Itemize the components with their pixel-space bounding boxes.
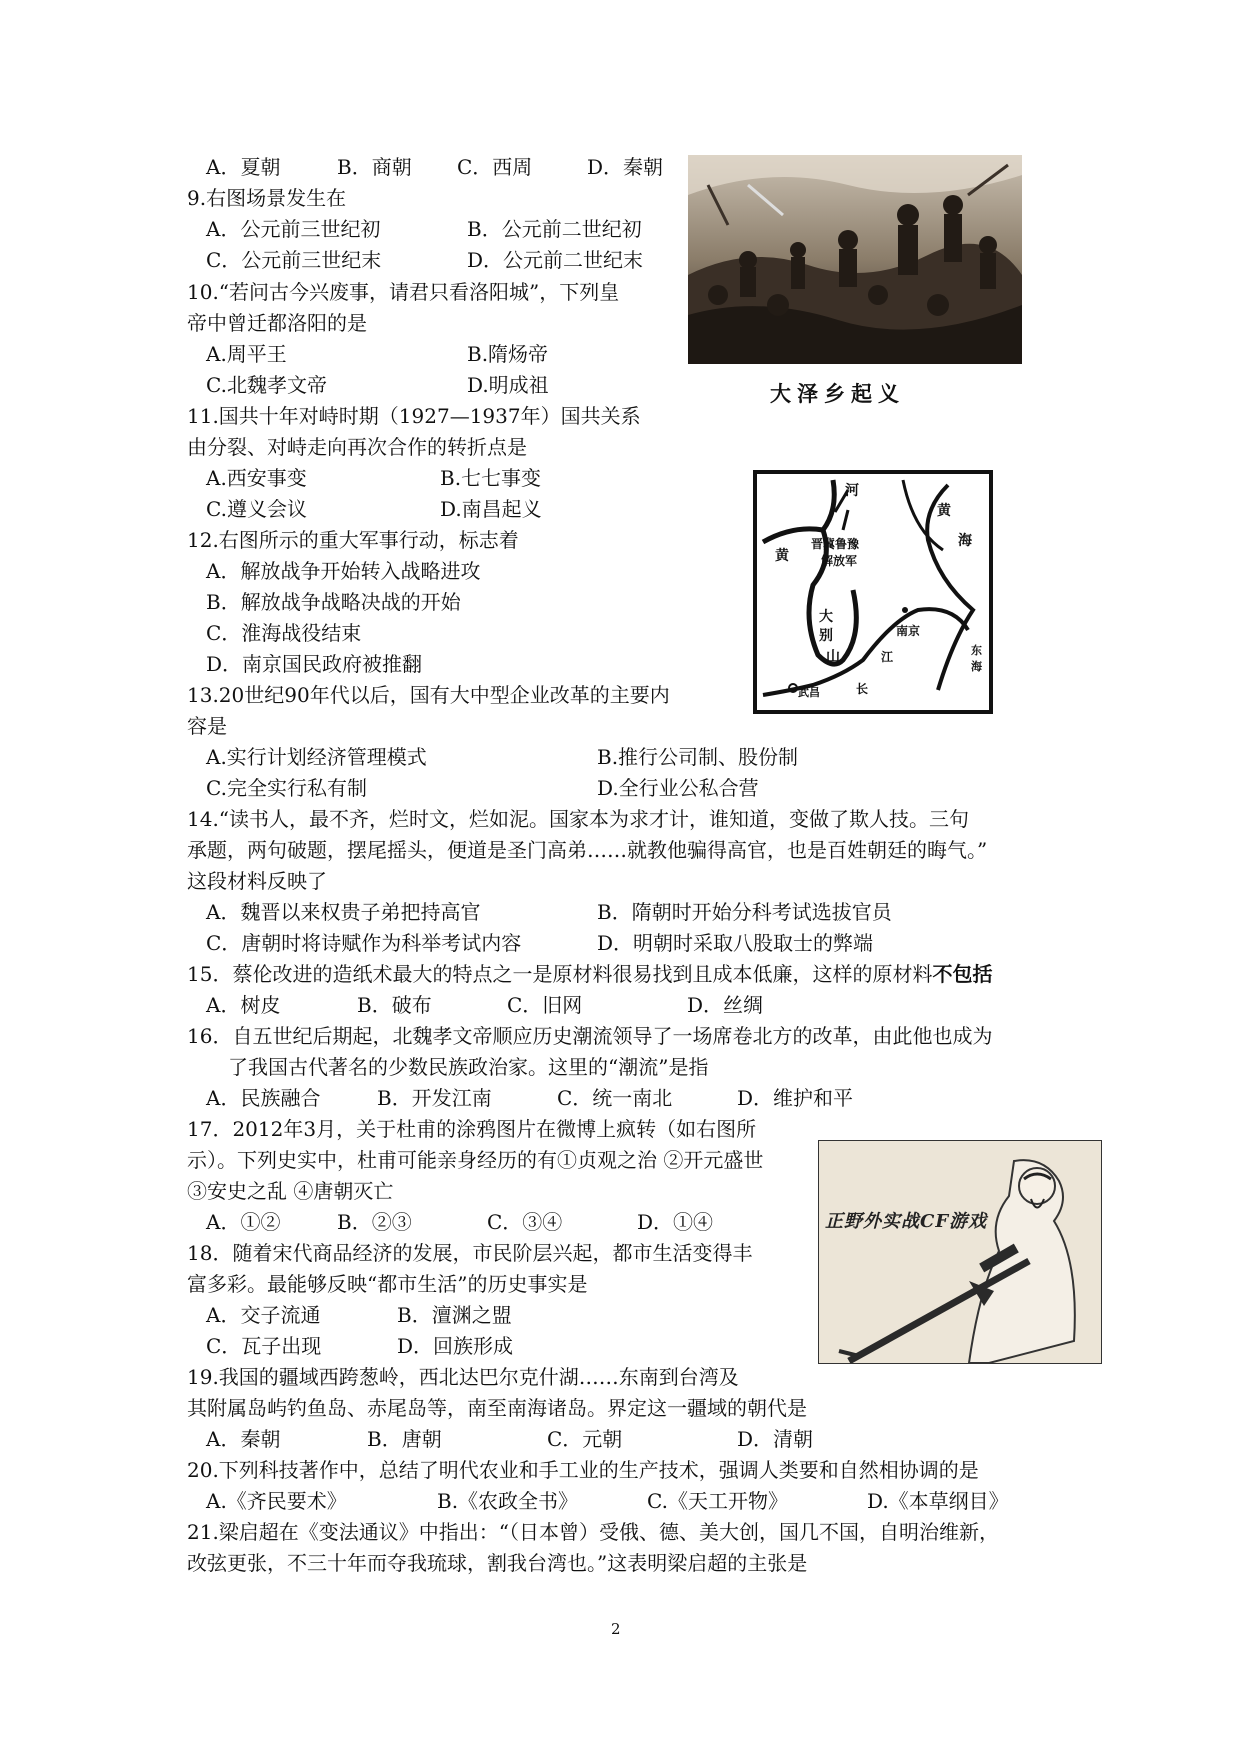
q9-option-b: B．公元前二世纪初 xyxy=(467,217,642,241)
dufu-graffiti xyxy=(818,1140,1102,1364)
q14-stem-line1: 14.“读书人，最不齐，烂时文，烂如泥。国家本为求才计，谁知道，变做了欺人技。三句 xyxy=(187,807,970,831)
q17-option-c: C．③④ xyxy=(487,1210,563,1234)
q10-option-c: C.北魏孝文帝 xyxy=(206,373,327,397)
q21-stem-line2: 改弦更张，不三十年而夺我琉球，割我台湾也。”这表明梁启超的主张是 xyxy=(187,1551,808,1575)
q14-option-c: C．唐朝时将诗赋作为科举考试内容 xyxy=(206,931,522,955)
map-label-wuchang: 武昌 xyxy=(798,686,820,699)
uprising-painting xyxy=(688,155,1022,364)
map-label-dabie-2: 别 xyxy=(819,628,833,644)
q11-option-c: C.遵义会议 xyxy=(206,497,307,521)
q16-stem-line2: 了我国古代著名的少数民族政治家。这里的“潮流”是指 xyxy=(228,1055,709,1079)
q13-option-a: A.实行计划经济管理模式 xyxy=(206,745,427,769)
map-label-nanjing: 南京 xyxy=(896,624,921,638)
q8-option-b: B．商朝 xyxy=(337,155,412,179)
q13-option-c: C.完全实行私有制 xyxy=(206,776,367,800)
q14-stem-line2: 承题，两句破题，摆尾摇头，便道是圣门高弟……就教他骗得高官，也是百姓朝廷的晦气。” xyxy=(187,838,988,862)
q19-stem-line2: 其附属岛屿钓鱼岛、赤尾岛等，南至南海诸岛。界定这一疆域的朝代是 xyxy=(187,1396,807,1420)
q19-option-a: A．秦朝 xyxy=(206,1427,281,1451)
q20-option-c: C.《天工开物》 xyxy=(647,1489,788,1513)
q20-option-b: B.《农政全书》 xyxy=(437,1489,579,1513)
q18-option-a: A．交子流通 xyxy=(206,1303,321,1327)
map-label-huang: 黄 xyxy=(775,548,789,564)
q20-option-a: A.《齐民要术》 xyxy=(206,1489,347,1513)
q10-option-b: B.隋炀帝 xyxy=(467,342,549,366)
q20-stem: 20.下列科技著作中，总结了明代农业和手工业的生产技术，强调人类要和自然相协调的是 xyxy=(187,1458,979,1482)
q11-option-a: A.西安事变 xyxy=(206,466,307,490)
q12-stem: 12.右图所示的重大军事行动，标志着 xyxy=(187,528,519,552)
q15-stem-text: 15．蔡伦改进的造纸术最大的特点之一是原材料很易找到且成本低廉，这样的原材料 xyxy=(187,962,933,986)
q15-option-d: D．丝绸 xyxy=(687,993,764,1017)
q19-stem-line1: 19.我国的疆域西跨葱岭，西北达巴尔克什湖……东南到台湾及 xyxy=(187,1365,739,1389)
q10-option-d: D.明成祖 xyxy=(467,373,549,397)
q8-option-d: D．秦朝 xyxy=(587,155,664,179)
map-label-donghai-2: 海 xyxy=(971,660,982,673)
q16-option-a: A．民族融合 xyxy=(206,1086,321,1110)
dufu-graffiti-art xyxy=(819,1141,1101,1363)
map-label-donghai-1: 东 xyxy=(971,644,982,657)
q16-stem-line1: 16．自五世纪后期起，北魏孝文帝顺应历史潮流领导了一场席卷北方的改革，由此他也成为 xyxy=(187,1024,993,1048)
q11-stem-line2: 由分裂、对峙走向再次合作的转折点是 xyxy=(187,435,527,459)
q9-stem: 9.右图场景发生在 xyxy=(187,186,347,210)
q17-stem-line1: 17．2012年3月，关于杜甫的涂鸦图片在微博上疯转（如右图所 xyxy=(187,1117,757,1141)
q13-option-d: D.全行业公私合营 xyxy=(597,776,759,800)
q15-option-a: A．树皮 xyxy=(206,993,281,1017)
q17-stem-line2: 示）。下列史实中，杜甫可能亲身经历的有①贞观之治 ②开元盛世 xyxy=(187,1148,764,1172)
map-label-chang: 长 xyxy=(856,682,869,696)
map-label-dabie-3: 山 xyxy=(826,649,840,665)
dabie-map xyxy=(753,470,993,714)
q13-stem-line2: 容是 xyxy=(187,714,227,738)
q14-option-a: A．魏晋以来权贵子弟把持高官 xyxy=(206,900,481,924)
q14-stem-line3: 这段材料反映了 xyxy=(187,869,327,893)
q10-stem-line2: 帝中曾迁都洛阳的是 xyxy=(187,311,367,335)
q18-option-d: D．回族形成 xyxy=(397,1334,514,1358)
q12-option-d: D．南京国民政府被推翻 xyxy=(206,652,423,676)
map-label-jiang: 江 xyxy=(881,650,894,664)
q11-stem-line1: 11.国共十年对峙时期（1927—1937年）国共关系 xyxy=(187,404,641,428)
q14-option-b: B．隋朝时开始分科考试选拔官员 xyxy=(597,900,892,924)
map-label-huanghai-2: 海 xyxy=(958,533,972,549)
map-label-army-1: 晋冀鲁豫 xyxy=(811,537,860,551)
q19-option-d: D．清朝 xyxy=(737,1427,814,1451)
q17-option-b: B．②③ xyxy=(337,1210,412,1234)
q15-option-b: B．破布 xyxy=(357,993,432,1017)
graffiti-text: 正野外实战CF游戏 xyxy=(825,1211,988,1232)
dabie-map-drawing xyxy=(753,470,993,714)
uprising-painting-art xyxy=(688,155,1022,364)
map-label-army-2: 解放军 xyxy=(821,554,858,568)
q19-option-b: B．唐朝 xyxy=(367,1427,442,1451)
q13-option-b: B.推行公司制、股份制 xyxy=(597,745,799,769)
q18-option-b: B．澶渊之盟 xyxy=(397,1303,512,1327)
map-label-dabie-1: 大 xyxy=(819,609,833,625)
q10-option-a: A.周平王 xyxy=(206,342,287,366)
q16-option-d: D．维护和平 xyxy=(737,1086,854,1110)
q9-option-c: C．公元前三世纪末 xyxy=(206,248,382,272)
q18-option-c: C．瓦子出现 xyxy=(206,1334,322,1358)
q12-option-a: A．解放战争开始转入战略进攻 xyxy=(206,559,481,583)
q17-option-a: A．①② xyxy=(206,1210,281,1234)
q16-option-b: B．开发江南 xyxy=(377,1086,492,1110)
q18-stem-line2: 富多彩。最能够反映“都市生活”的历史事实是 xyxy=(187,1272,588,1296)
q21-stem-line1: 21.梁启超在《变法通议》中指出：“（日本曾）受俄、德、美大创，国几不国，自明治维新， xyxy=(187,1520,1000,1544)
q20-option-d: D.《本草纲目》 xyxy=(867,1489,1009,1513)
q11-option-d: D.南昌起义 xyxy=(440,497,542,521)
uprising-caption: 大泽乡起义 xyxy=(770,382,905,406)
q17-option-d: D．①④ xyxy=(637,1210,714,1234)
q14-option-d: D．明朝时采取八股取士的弊端 xyxy=(597,931,874,955)
q19-option-c: C．元朝 xyxy=(547,1427,623,1451)
q9-option-a: A．公元前三世纪初 xyxy=(206,217,381,241)
q15-option-c: C．旧网 xyxy=(507,993,583,1017)
q12-option-c: C．淮海战役结束 xyxy=(206,621,362,645)
q10-stem-line1: 10.“若问古今兴废事，请君只看洛阳城”，下列皇 xyxy=(187,280,620,304)
page-number: 2 xyxy=(611,1620,621,1638)
q17-stem-line3: ③安史之乱 ④唐朝灭亡 xyxy=(187,1179,394,1203)
q8-option-a: A．夏朝 xyxy=(206,155,281,179)
q13-stem-line1: 13.20世纪90年代以后，国有大中型企业改革的主要内 xyxy=(187,683,670,707)
q9-option-d: D．公元前二世纪末 xyxy=(467,248,644,272)
q15-stem-bold: 不包括 xyxy=(932,962,993,986)
q18-stem-line1: 18．随着宋代商品经济的发展，市民阶层兴起，都市生活变得丰 xyxy=(187,1241,753,1265)
q12-option-b: B．解放战争战略决战的开始 xyxy=(206,590,461,614)
q15-stem xyxy=(187,961,992,987)
q11-option-b: B.七七事变 xyxy=(440,466,542,490)
q16-option-c: C．统一南北 xyxy=(557,1086,673,1110)
map-label-he: 河 xyxy=(845,483,859,499)
map-label-huanghai-1: 黄 xyxy=(937,503,951,519)
q8-option-c: C．西周 xyxy=(457,155,533,179)
